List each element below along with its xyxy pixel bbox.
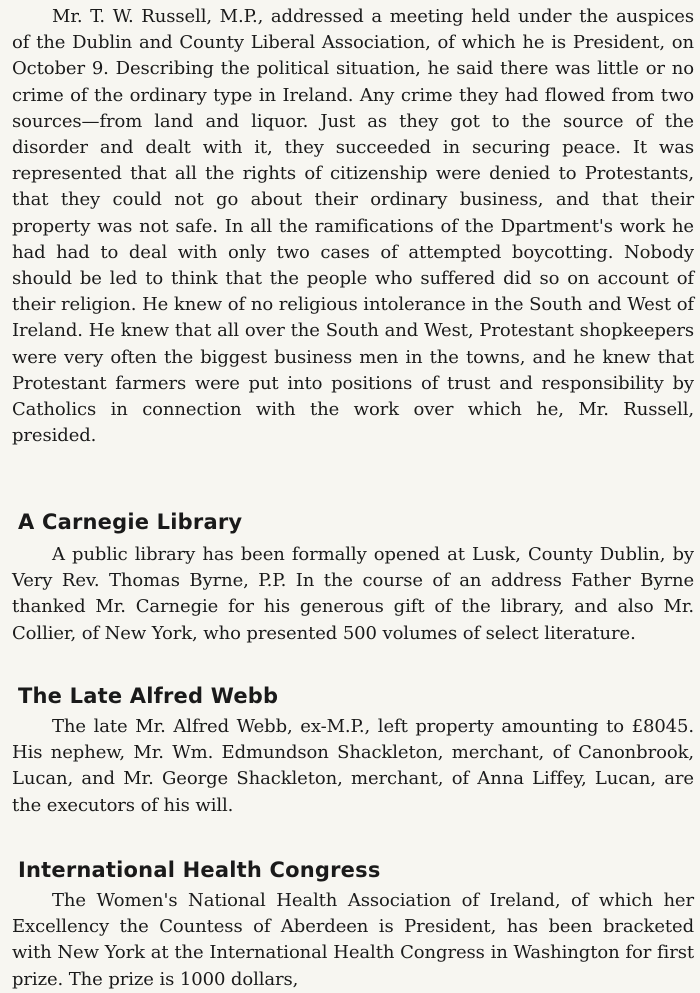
heading-carnegie-library: A Carnegie Library [18,510,243,534]
carnegie-paragraph: A public library has been formally opened at Lusk, County Dublin, by Very Rev. Thomas Byrne, P.P. In the course of an address Father Byrne thanked Mr. Carnegie for his generous gift of the library, and also Mr. Collier, of New York, who presented 500 volumes of select literature. [12,544,694,644]
heading-alfred-webb: The Late Alfred Webb [18,684,279,708]
health-congress-paragraph: The Women's National Health Association of Ireland, of which her Excellency the Countess of Aberdeen is President, has been bracketed with New York at the International Health Congress in Washington for first prize. The prize is 1000 dollars, [12,890,694,990]
heading-health-congress: International Health Congress [18,858,381,882]
russell-paragraph: Mr. T. W. Russell, M.P., addressed a meeting held under the auspices of the Dublin and County Liberal Association, of which he is President, on October 9. Describing the political situation, he said there was little or no crime of the ordinary type in Ireland. Any crime they had flowed from two sources—from land and liquor. Just as they got to the source of the disorder and dealt with it, they succeeded in securing peace. It was represented that all the rights of citizenship were denied to Protestants, that they could not go about their ordinary business, and that their property was not safe. In all the ramifications of the Dpartment's work he had had to deal with only two cases of attempted boycotting. Nobody should be led to think that the people who suffered did so on account of their religion. He knew of no religious intolerance in the South and West of Ireland. He knew that all over the South and West, Protestant shopkeepers were very often the biggest business men in the towns, and he knew that Protestant farmers were put into positions of trust and responsibility by Catholics in connection with the work over which he, Mr. Russell, presided. [12,6,694,447]
webb-paragraph: The late Mr. Alfred Webb, ex-M.P., left property amounting to £8045. His nephew, Mr. Wm. Edmundson Shackleton, merchant, of Canonbrook, Lucan, and Mr. George Shackleton, merchant, of Anna Liffey, Lucan, are the executors of his will. [12,716,694,816]
